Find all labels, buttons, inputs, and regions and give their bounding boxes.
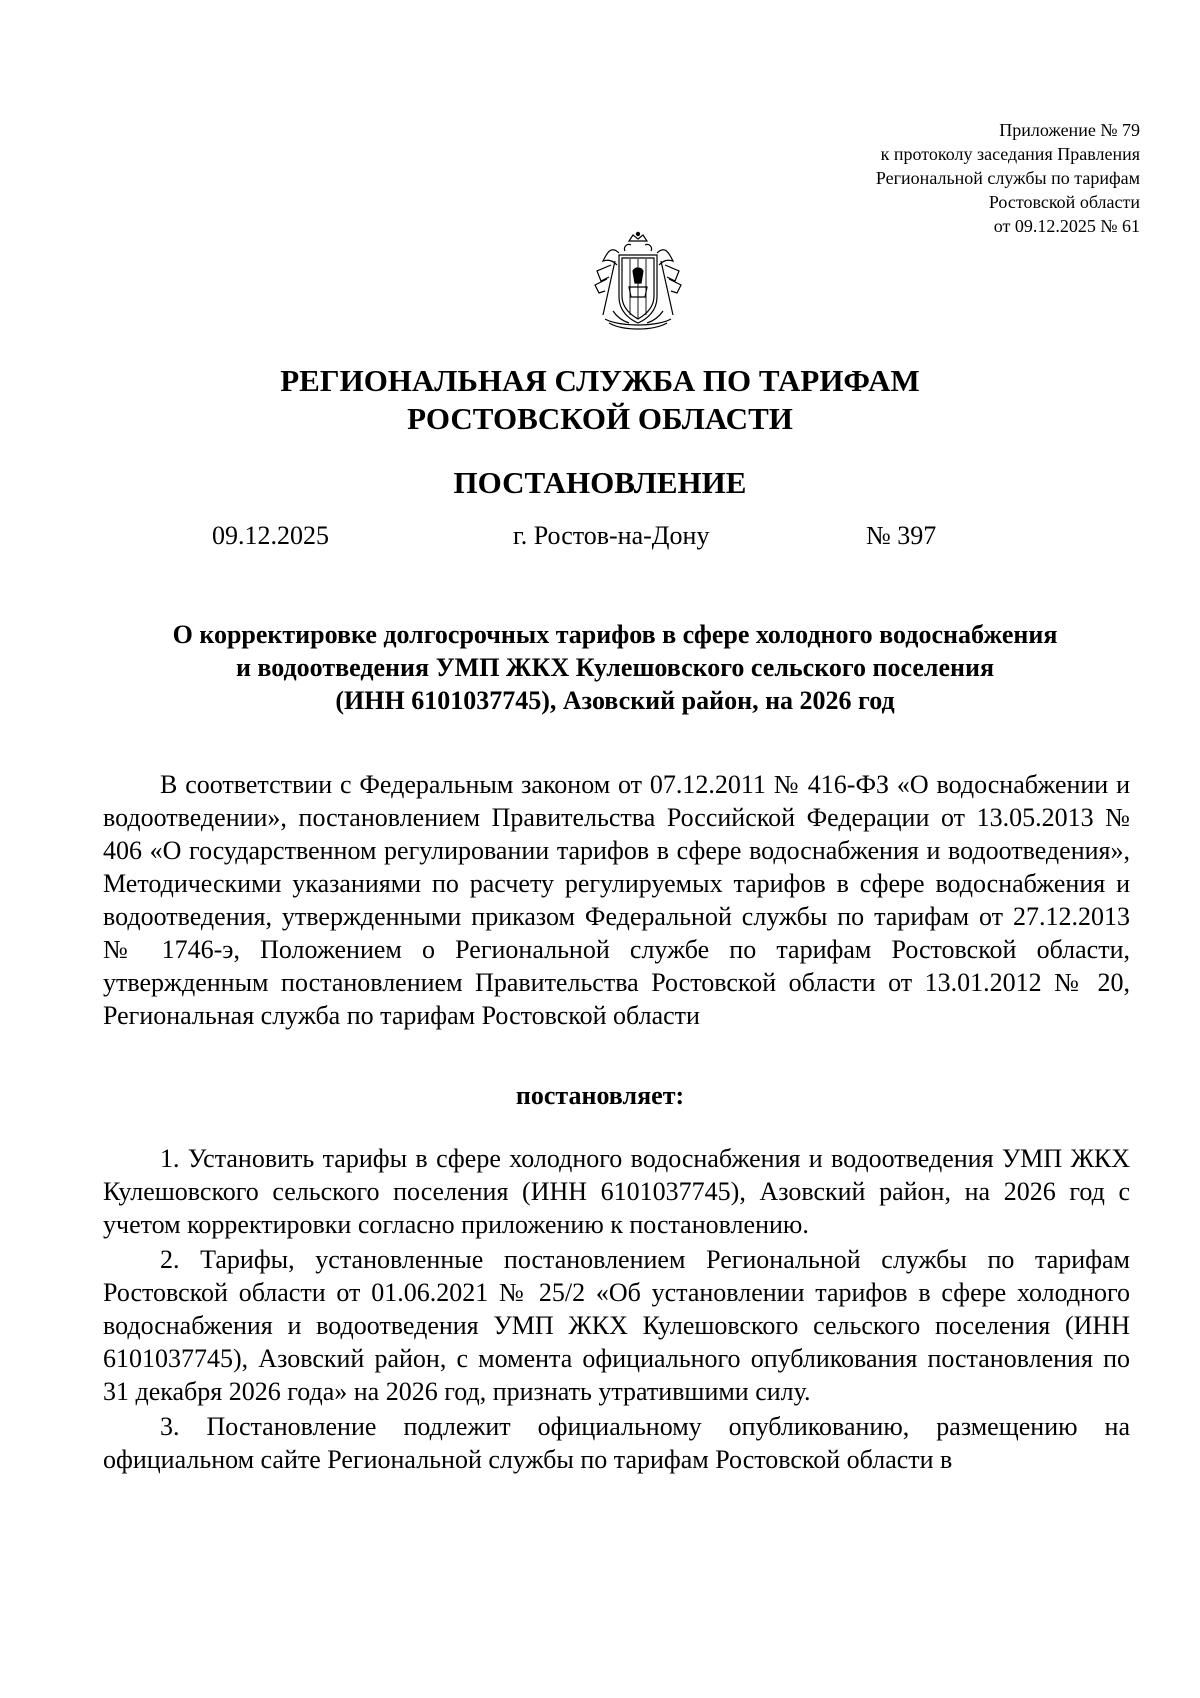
appendix-line: Региональной службы по тарифам [875,168,1140,188]
appendix-line: Приложение № 79 [999,120,1140,140]
coat-of-arms-icon [589,231,687,333]
document-type: ПОСТАНОВЛЕНИЕ [453,465,747,500]
appendix-line: от 09.12.2025 № 61 [993,216,1140,236]
resolution-items [103,1142,1130,1478]
organization-title [0,362,1200,438]
document-subject [100,618,1130,717]
appendix-line: Ростовской области [988,192,1140,212]
subject-line: О корректировке долгосрочных тарифов в сфере холодного водоснабжения [172,620,1058,649]
resolution-item: 2. Тарифы, установленные постановлением Региональной службы по тарифам Ростовской области от 01.06.2021 № 25/2 «Об установлении тарифов в сфере холодного водоснабжения и водоотведения УМП ЖКХ Кулешовского сельского поселения (ИНН 6101037745), Азовский район, с момента официального опубликования постановления по 31 декабря 2026 года» на 2026 год, признать утратившими силу. [103,1245,1130,1406]
organization-title-line: РОСТОВСКОЙ ОБЛАСТИ [407,401,793,436]
organization-title-line: РЕГИОНАЛЬНАЯ СЛУЖБА ПО ТАРИФАМ [280,363,920,398]
preamble [103,768,1130,1032]
document-number: № 397 [866,521,937,550]
resolution-item: 3. Постановление подлежит официальному опубликованию, размещению на официальном сайте Региональной службы по тарифам Ростовской области в [103,1412,1130,1474]
document-city: г. Ростов-на-Дону [513,521,710,550]
subject-line: (ИНН 6101037745), Азовский район, на 2026 год [335,686,895,715]
appendix-note [876,118,1140,238]
appendix-line: к протоколу заседания Правления [880,144,1140,164]
preamble-paragraph: В соответствии с Федеральным законом от 07.12.2011 № 416-ФЗ «О водоснабжении и водоотведении», постановлением Правительства Российской Федерации от 13.05.2013 № 406 «О государственном регулировании тарифов в сфере водоснабжения и водоотведения», Методическими указаниями по расчету регулируемых тарифов в сфере водоснабжения и водоотведения, утвержденными приказом Федеральной службы по тарифам от 27.12.2013 № 1746-э, Положением о Региональной службе по тарифам Ростовской области, утвержденным постановлением Правительства Ростовской области от 13.01.2012 № 20, Региональная служба по тарифам Ростовской области [103,770,1130,1030]
resolves-heading: постановляет: [515,1081,685,1110]
document-date: 09.12.2025 [212,521,329,550]
resolution-item: 1. Установить тарифы в сфере холодного водоснабжения и водоотведения УМП ЖКХ Кулешовского сельского поселения (ИНН 6101037745), Азовский район, на 2026 год с учетом корректировки согласно приложению к постановлению. [103,1144,1130,1239]
subject-line: и водоотведения УМП ЖКХ Кулешовского сельского поселения [235,653,995,682]
